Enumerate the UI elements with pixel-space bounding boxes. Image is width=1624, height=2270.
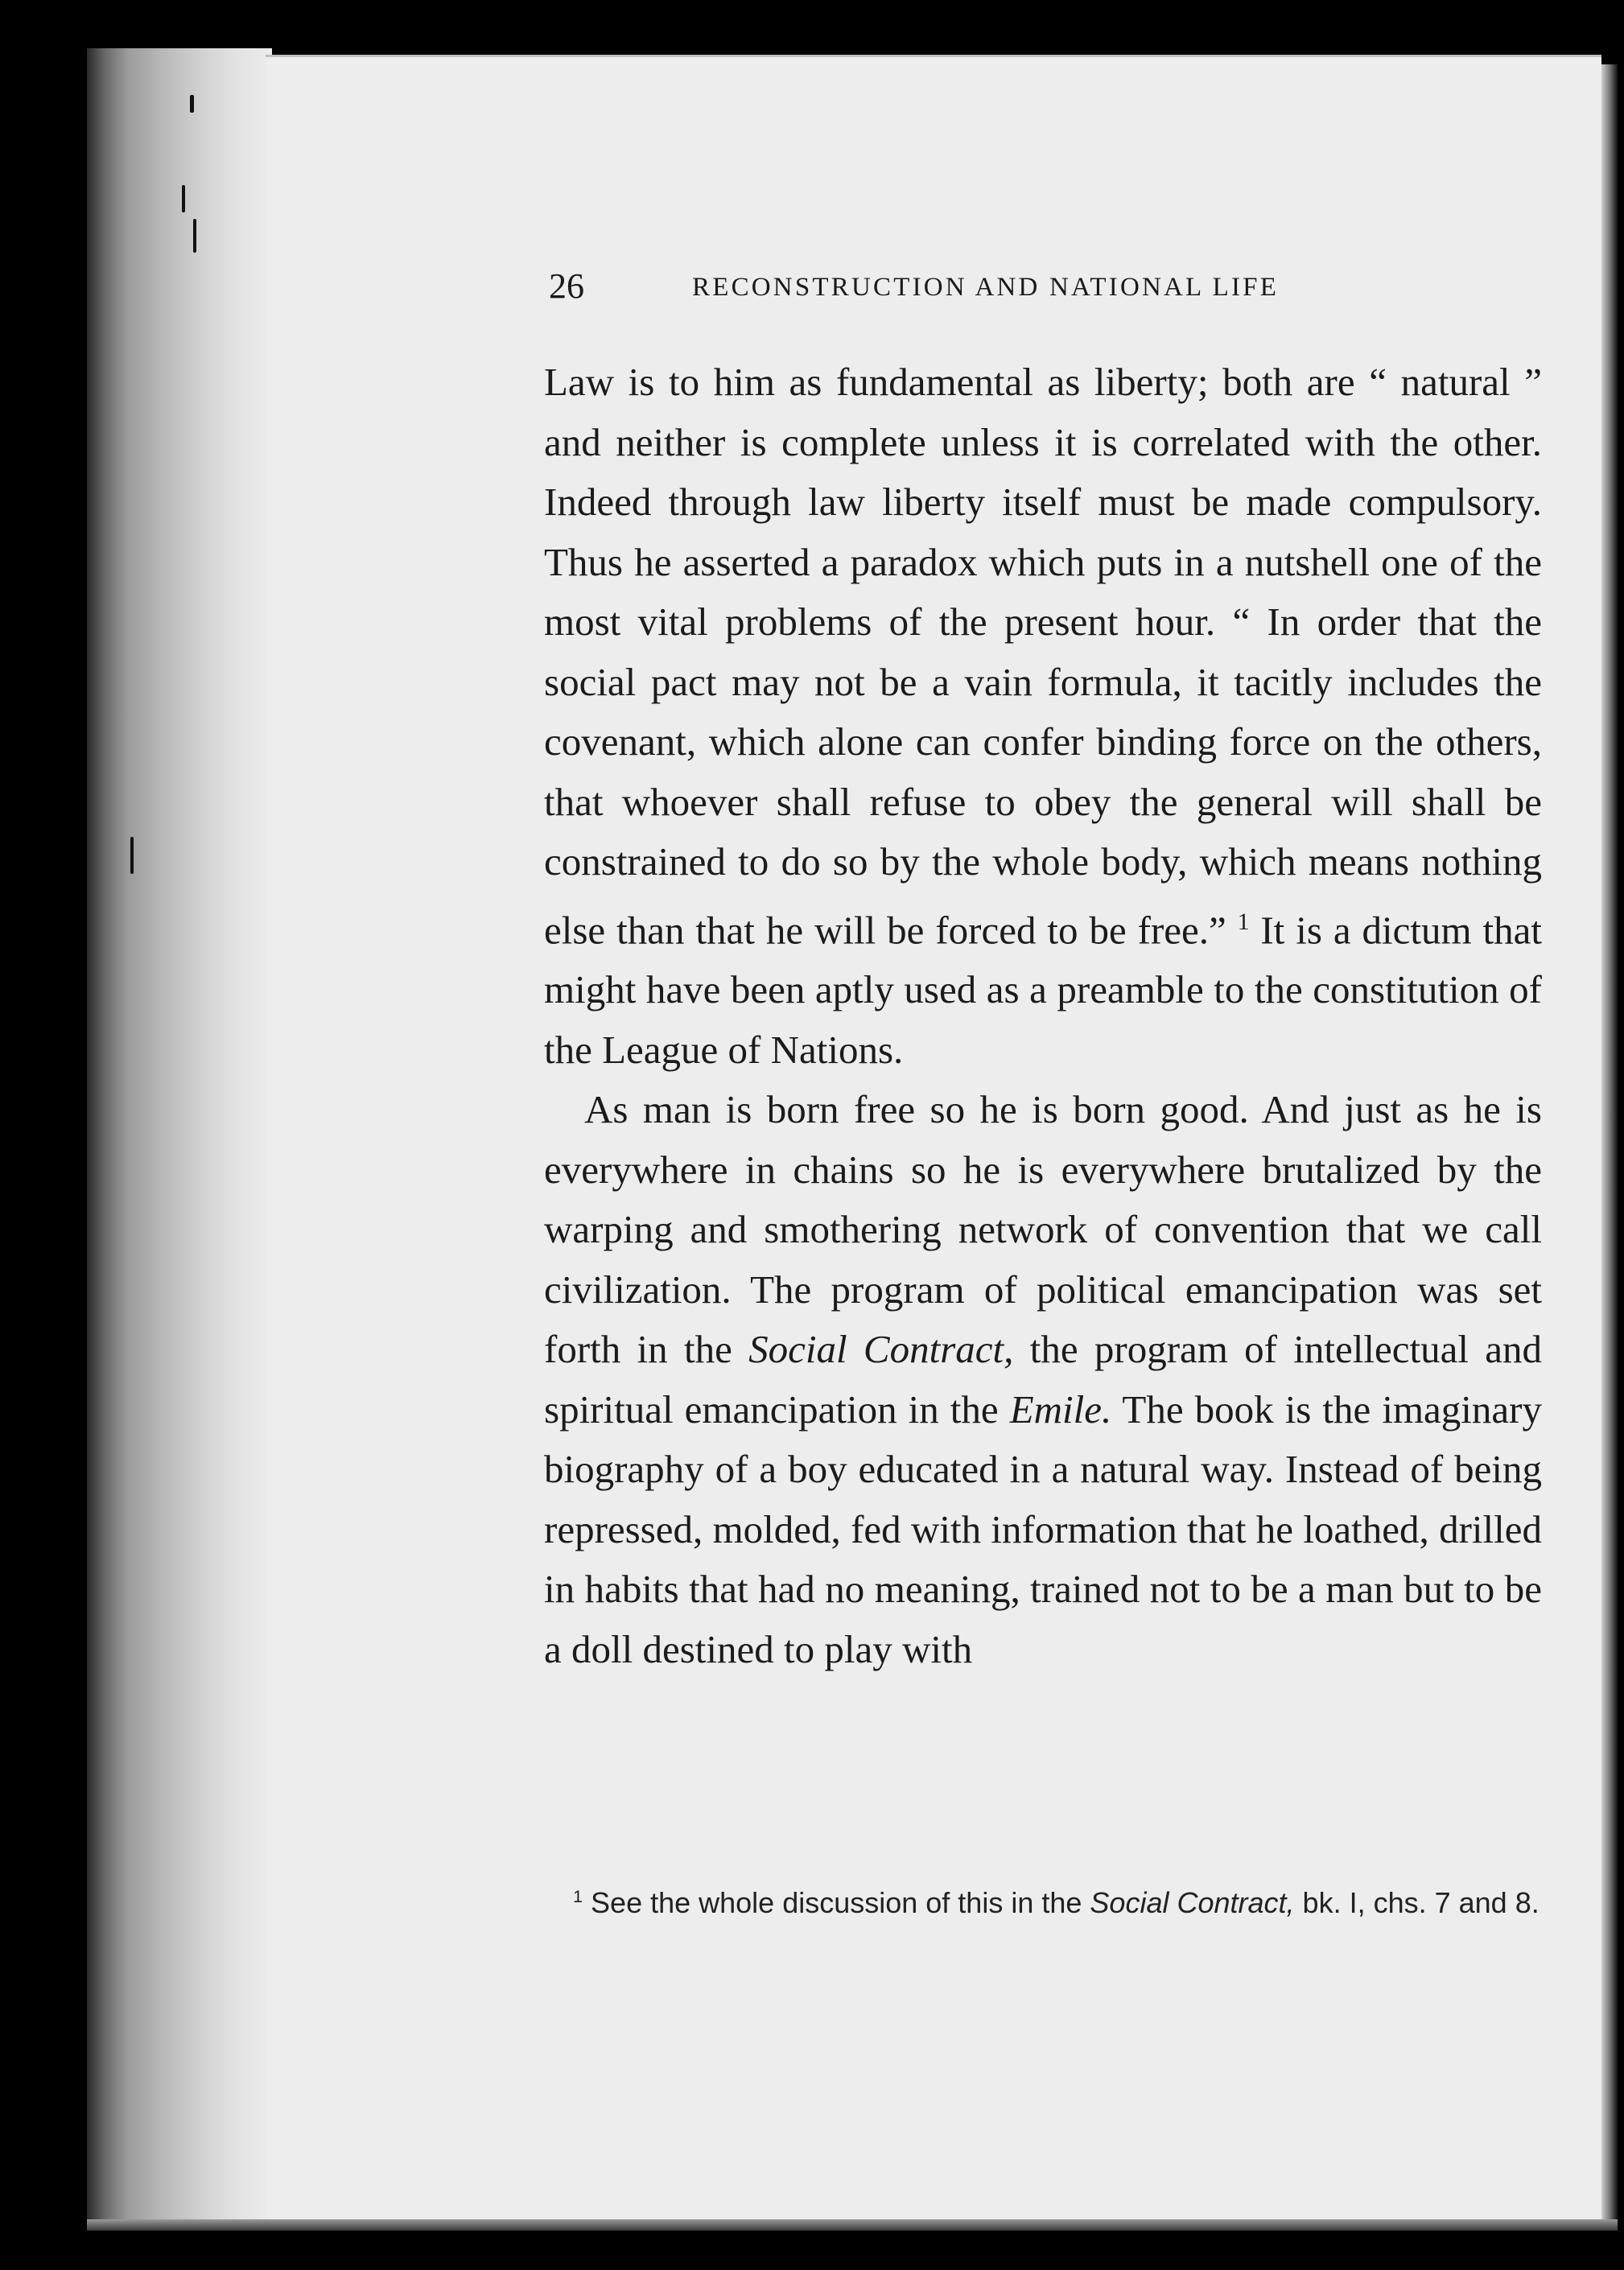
page-number: 26 <box>549 266 584 306</box>
scan-speck <box>130 837 134 874</box>
paragraph-2-text-c: The book is the imaginary biography of a boy educated in a natural way. Instead of being repressed, molded, fed with information that he loathed, drilled in habits that had no meaning, trained not to be a man but to be a doll destined to play with <box>544 1386 1542 1671</box>
paragraph-1-text-b: It is a dictum that might have been aptly used as a preamble to the constitution of the League of Nations. <box>544 907 1543 1072</box>
paragraph-2-italic-title-1: Social Contract, <box>748 1327 1014 1372</box>
paragraph-2-text-a: As man is born free so he is born good. And just as he is everywhere in chains so he is everywhere brutalized by the warping and smothering network of convention that we call civilization. The program of political emancipation was set forth in the <box>544 1087 1542 1372</box>
running-head <box>549 262 1408 311</box>
bottom-page-edge <box>87 2219 1618 2231</box>
body-text <box>544 352 1542 1679</box>
right-page-edge <box>1601 64 1618 2221</box>
footnote-marker: 1 <box>573 1886 583 1906</box>
footnote-reference: 1 <box>1237 908 1250 935</box>
paragraph-2 <box>544 1080 1542 1679</box>
footnote <box>536 1877 1542 1923</box>
scan-speck <box>193 219 196 253</box>
running-title: RECONSTRUCTION AND NATIONAL LIFE <box>692 273 1280 302</box>
paragraph-2-text-b: the program of intellectual and spiritual emancipation in the <box>544 1327 1543 1432</box>
scan-speck <box>182 185 185 212</box>
paragraph-1 <box>544 352 1542 1080</box>
footnote-text-a: See the whole discussion of this in the <box>591 1886 1082 1919</box>
paragraph-2-italic-title-2: Emile. <box>1009 1386 1112 1432</box>
scan-speck <box>190 95 194 113</box>
binding-edge <box>87 48 272 2221</box>
footnote-text-b: bk. I, chs. 7 and 8. <box>1302 1886 1540 1919</box>
paragraph-1-text-a: Law is to him as fundamental as liberty; both are “ natural ” and neither is complete unless it is correlated with the other. Indeed through law liberty itself must be made compulsory. Thus he asserted a paradox which puts in a nutshell one of the most vital problems of the present hour. “ In order that the social pact may not be a vain formula, it tacitly includes the covenant, which alone can confer binding force on the others, that whoever shall refuse to obey the general will shall be constrained to do so by the whole body, which means nothing else than that he will be forced to be free.” <box>544 360 1542 952</box>
footnote-text <box>536 1877 1542 1923</box>
footnote-italic-title: Social Contract, <box>1090 1886 1295 1919</box>
